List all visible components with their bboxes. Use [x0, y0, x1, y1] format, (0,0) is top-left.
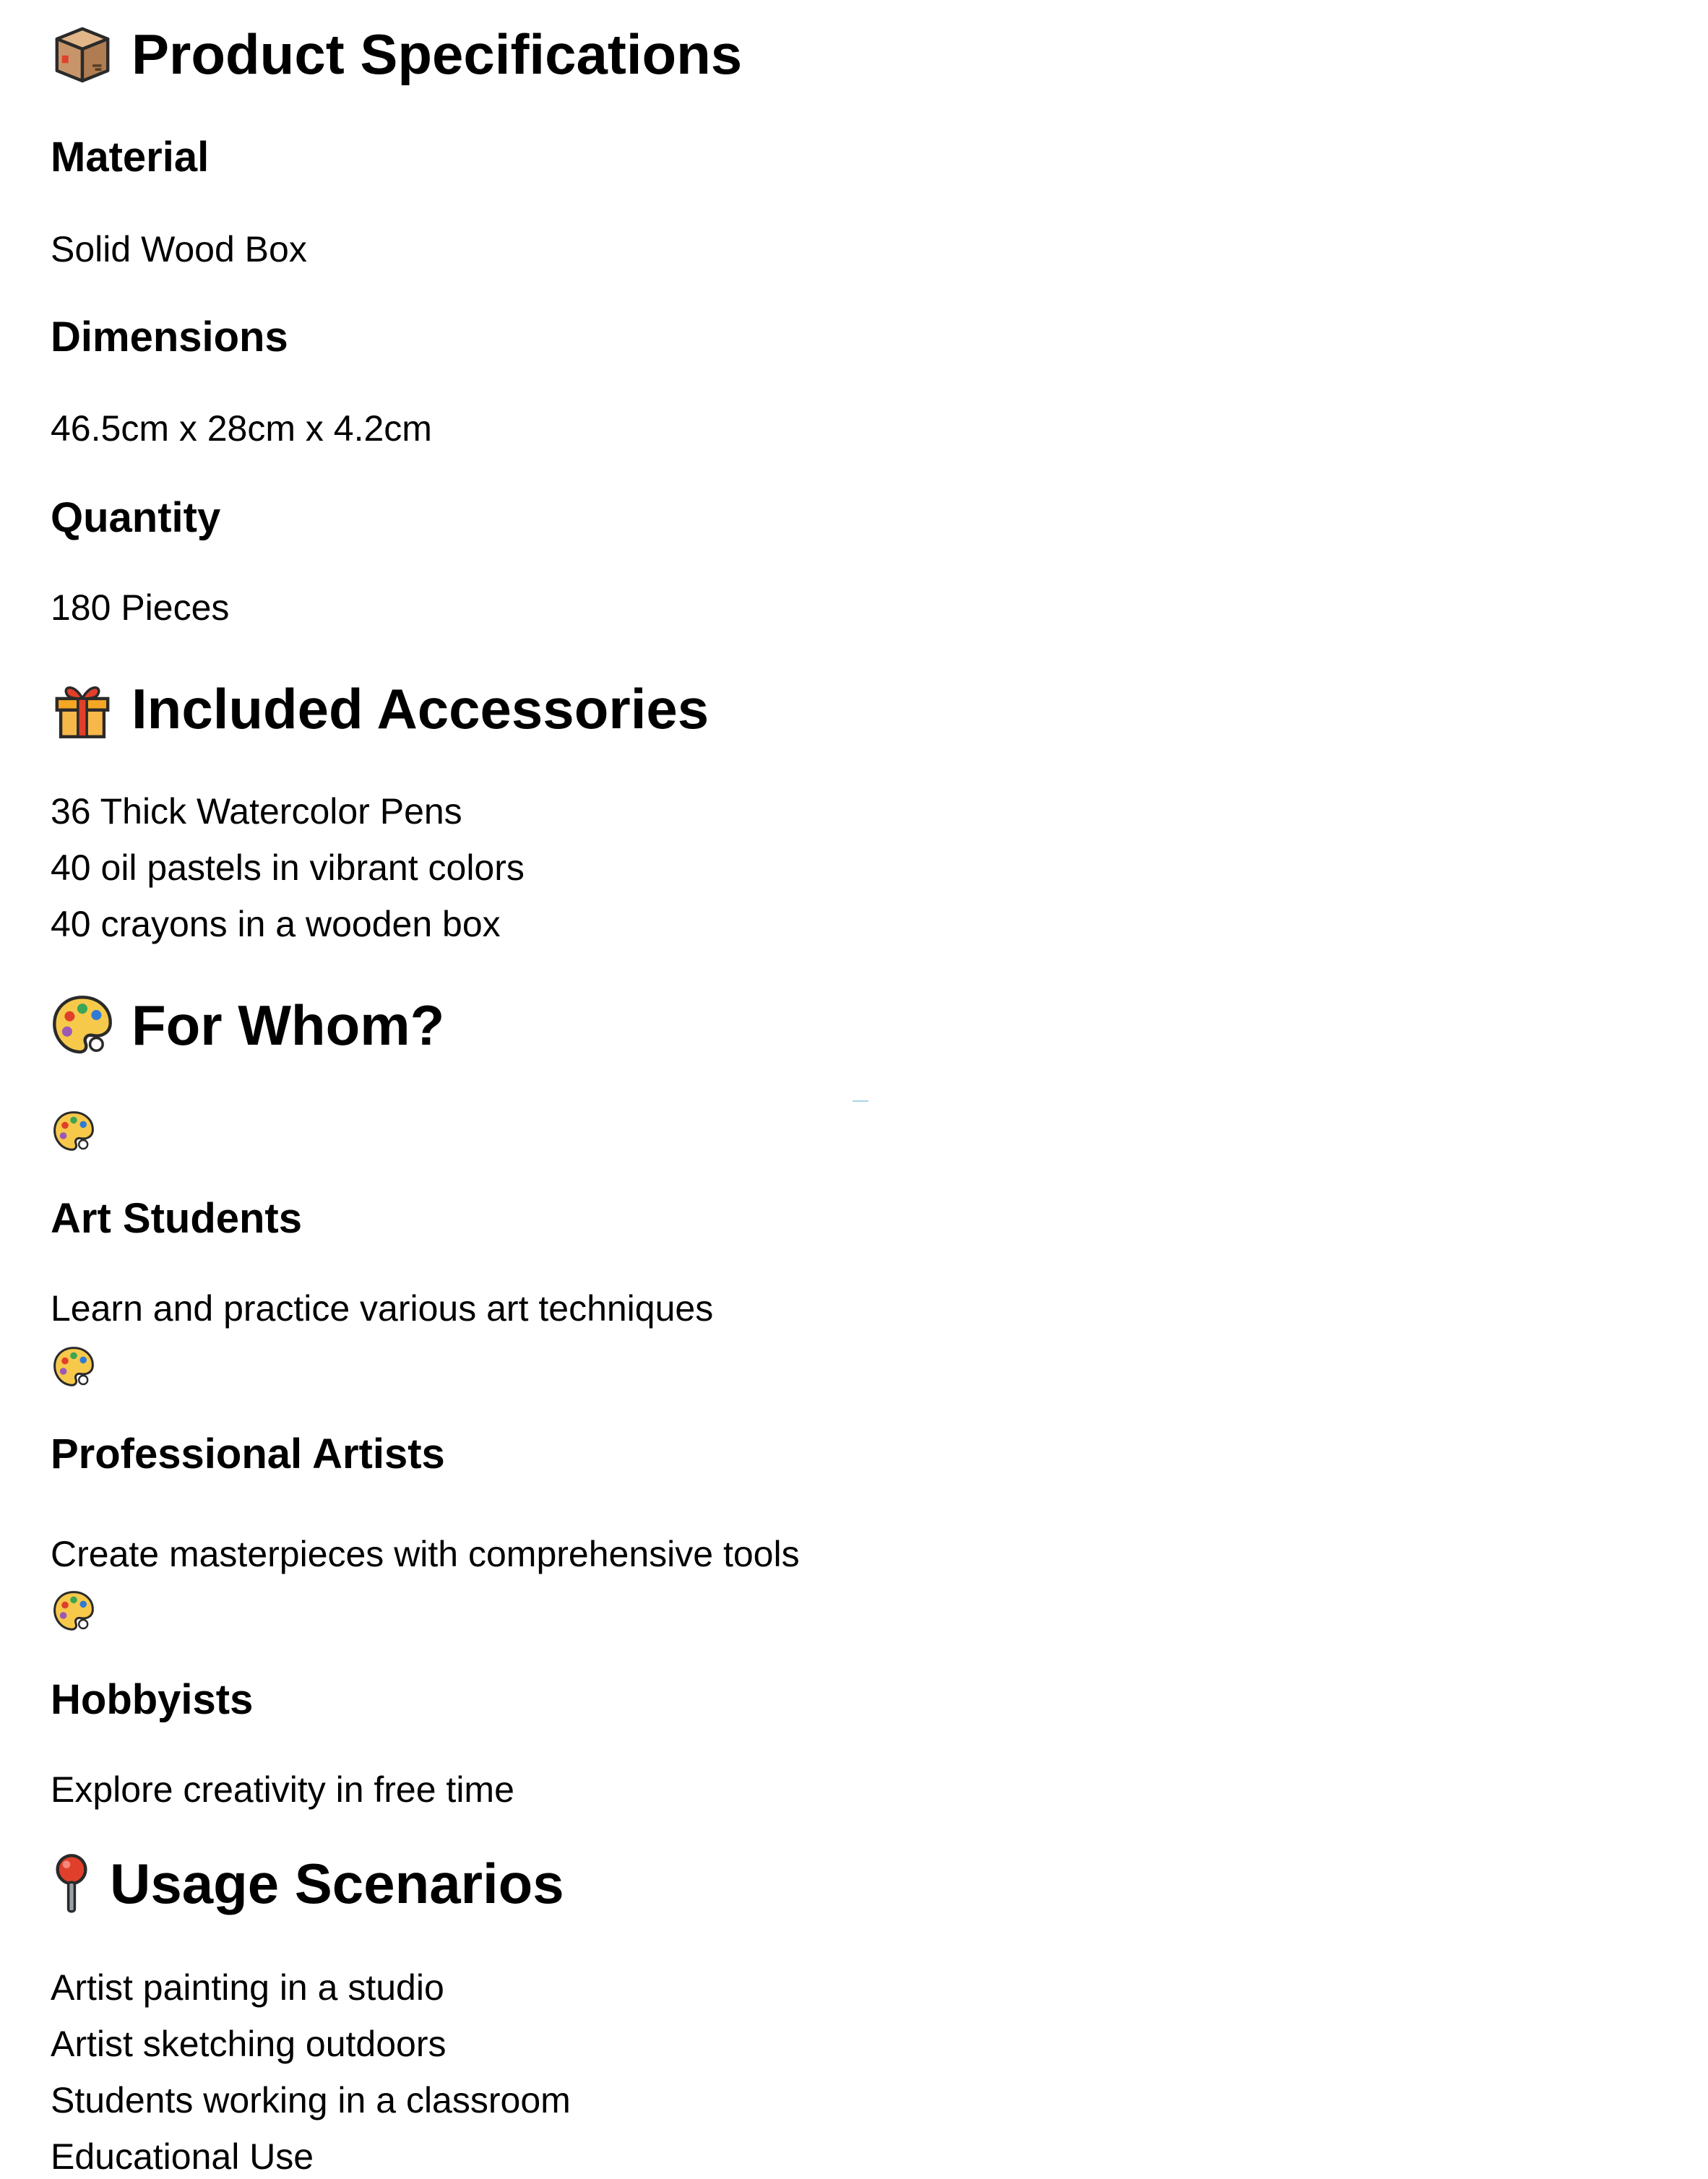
- usage-heading: [51, 1851, 564, 1916]
- quantity-value: 180 Pieces: [51, 587, 230, 628]
- material-value: Solid Wood Box: [51, 229, 307, 269]
- usage-item: Artist painting in a studio: [51, 1967, 444, 2008]
- audience-group-description: Explore creativity in free time: [51, 1769, 514, 1810]
- audience-group-title: Hobbyists: [51, 1676, 254, 1723]
- usage-item: Educational Use: [51, 2136, 314, 2177]
- accessory-item: 36 Thick Watercolor Pens: [51, 791, 462, 832]
- accessory-item: 40 crayons in a wooden box: [51, 904, 501, 944]
- usage-heading-text: Usage Scenarios: [110, 1852, 564, 1915]
- usage-item: Students working in a classroom: [51, 2080, 571, 2120]
- accessories-heading-text: Included Accessories: [131, 677, 709, 741]
- accessories-heading: [51, 676, 709, 741]
- usage-item: Artist sketching outdoors: [51, 2024, 447, 2064]
- quantity-label: Quantity: [51, 494, 221, 541]
- pushpin-icon: [51, 1852, 92, 1915]
- specs-heading: [51, 22, 742, 87]
- audience-heading-text: For Whom?: [131, 993, 445, 1057]
- specs-heading-text: Product Specifications: [131, 22, 743, 86]
- accessory-item: 40 oil pastels in vibrant colors: [51, 847, 525, 888]
- package-icon: [51, 22, 114, 86]
- audience-group-title: Professional Artists: [51, 1431, 445, 1477]
- dimensions-label: Dimensions: [51, 314, 288, 361]
- audience-heading: [51, 993, 444, 1058]
- audience-group-title: Art Students: [51, 1195, 302, 1242]
- palette-icon: [52, 1345, 95, 1389]
- audience-group-description: Create masterpieces with comprehensive tools: [51, 1534, 800, 1574]
- palette-icon: [51, 993, 114, 1057]
- gift-icon: [51, 677, 114, 741]
- decorative-mark: [853, 1100, 868, 1103]
- material-label: Material: [51, 134, 210, 181]
- dimensions-value: 46.5cm x 28cm x 4.2cm: [51, 408, 432, 449]
- palette-icon: [52, 1589, 95, 1633]
- palette-icon: [52, 1110, 95, 1153]
- audience-group-description: Learn and practice various art techniques: [51, 1288, 714, 1329]
